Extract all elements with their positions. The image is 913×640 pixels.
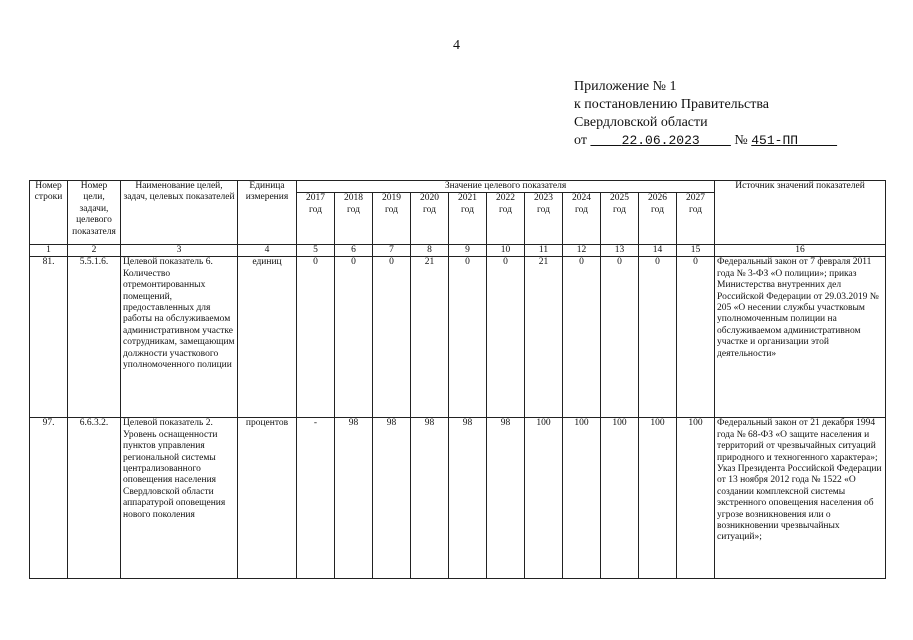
header-year-label: год bbox=[309, 204, 322, 215]
header-year-2020 bbox=[411, 193, 449, 245]
cell-value: 0 bbox=[335, 257, 373, 418]
header-year-2021 bbox=[449, 193, 487, 245]
appendix-title: Приложение № 1 bbox=[574, 79, 677, 94]
cell-value: 0 bbox=[449, 257, 487, 418]
column-number: 1 bbox=[30, 245, 68, 257]
header-year-2017 bbox=[297, 193, 335, 245]
cell-row-number: 81. bbox=[30, 257, 68, 418]
header-source: Источник значений показателей bbox=[715, 181, 886, 245]
column-number: 12 bbox=[563, 245, 601, 257]
cell-value: 100 bbox=[525, 418, 563, 579]
header-unit: Единица измерения bbox=[238, 181, 297, 245]
header-year-2027 bbox=[677, 193, 715, 245]
cell-value: 98 bbox=[373, 418, 411, 579]
cell-value: 0 bbox=[563, 257, 601, 418]
cell-value: 0 bbox=[297, 257, 335, 418]
cell-value: 98 bbox=[411, 418, 449, 579]
cell-value: 98 bbox=[449, 418, 487, 579]
header-year-value: 2025 bbox=[610, 193, 629, 204]
cell-unit: единиц bbox=[238, 257, 297, 418]
cell-value: 98 bbox=[487, 418, 525, 579]
column-number: 5 bbox=[297, 245, 335, 257]
header-year-label: год bbox=[689, 204, 703, 215]
cell-name: Целевой показатель 2. Уровень оснащенности пунктов управления региональной системы централизованного оповещения населения Свердловской области аппаратурой оповещения нового поколения bbox=[121, 418, 238, 579]
header-year-value: 2018 bbox=[344, 193, 363, 204]
header-year-2022 bbox=[487, 193, 525, 245]
cell-unit: процентов bbox=[238, 418, 297, 579]
cell-value: 0 bbox=[601, 257, 639, 418]
cell-value: 0 bbox=[639, 257, 677, 418]
header-year-value: 2022 bbox=[496, 193, 515, 204]
cell-value: 100 bbox=[677, 418, 715, 579]
header-year-label: год bbox=[347, 204, 360, 215]
header-row-number: Номер строки bbox=[30, 181, 68, 245]
header-year-2026 bbox=[639, 193, 677, 245]
column-number: 6 bbox=[335, 245, 373, 257]
cell-name: Целевой показатель 6. Количество отремонтированных помещений, предоставленных для работы на обслуживаемом административном участке сотрудникам, замещающим должности участкового уполномоченного полиции bbox=[121, 257, 238, 418]
cell-value: 98 bbox=[335, 418, 373, 579]
indicators-table bbox=[29, 180, 886, 579]
column-number: 4 bbox=[238, 245, 297, 257]
header-year-value: 2021 bbox=[458, 193, 477, 204]
decree-date bbox=[590, 133, 730, 148]
header-year-2024 bbox=[563, 193, 601, 245]
cell-value: 0 bbox=[373, 257, 411, 418]
table-row bbox=[30, 418, 886, 579]
column-number: 15 bbox=[677, 245, 715, 257]
column-number: 9 bbox=[449, 245, 487, 257]
cell-value: 21 bbox=[411, 257, 449, 418]
table-body bbox=[30, 257, 886, 579]
number-prefix: № bbox=[734, 133, 748, 148]
column-number: 16 bbox=[715, 245, 886, 257]
header-year-value: 2020 bbox=[420, 193, 439, 204]
decree-date-value: 22.06.2023 bbox=[621, 133, 700, 148]
header-year-value: 2019 bbox=[382, 193, 401, 204]
column-number: 2 bbox=[68, 245, 121, 257]
header-year-label: год bbox=[461, 204, 474, 215]
cell-goal-number: 6.6.3.2. bbox=[68, 418, 121, 579]
column-number: 8 bbox=[411, 245, 449, 257]
header-year-label: год bbox=[499, 204, 512, 215]
cell-value: 21 bbox=[525, 257, 563, 418]
column-number: 11 bbox=[525, 245, 563, 257]
column-number: 10 bbox=[487, 245, 525, 257]
cell-source: Федеральный закон от 7 февраля 2011 года № 3-ФЗ «О полиции»; приказ Министерства внутренних дел Российской Федерации от 29.03.2019 № 205 «О несении службы участковым уполномоченным полиции на обслуживаемом административном участке и организации этой деятельности» bbox=[715, 257, 886, 418]
header-year-2025 bbox=[601, 193, 639, 245]
column-number: 7 bbox=[373, 245, 411, 257]
header-year-label: год bbox=[423, 204, 436, 215]
column-number: 13 bbox=[601, 245, 639, 257]
cell-value: 0 bbox=[677, 257, 715, 418]
header-name: Наименование целей, задач, целевых показателей bbox=[121, 181, 238, 245]
column-number: 14 bbox=[639, 245, 677, 257]
date-prefix: от bbox=[574, 133, 587, 148]
header-year-label: год bbox=[651, 204, 664, 215]
header-year-label: год bbox=[613, 204, 626, 215]
header-year-label: год bbox=[385, 204, 398, 215]
header-row-1 bbox=[30, 181, 886, 193]
appendix-date-line bbox=[574, 132, 837, 150]
header-year-value: 2023 bbox=[534, 193, 553, 204]
page-number: 4 bbox=[453, 38, 460, 53]
header-year-value: 2027 bbox=[686, 193, 706, 204]
appendix-subtitle-1: к постановлению Правительства bbox=[574, 97, 770, 112]
cell-source: Федеральный закон от 21 декабря 1994 года № 68-ФЗ «О защите населения и территорий от чрезвычайных ситуаций природного и техногенного характера»; Указ Президента Российской Федерации от 13 ноября 2012 года № 1522 «О создании комплексной системы экстренного оповещения населения об угрозе возникновения или о возникновении чрезвычайных ситуаций»; bbox=[715, 418, 886, 579]
column-number: 3 bbox=[121, 245, 238, 257]
appendix-header bbox=[574, 78, 837, 150]
decree-number-value: 451-ПП bbox=[751, 133, 799, 148]
decree-number bbox=[751, 133, 837, 148]
cell-value: 0 bbox=[487, 257, 525, 418]
header-year-value: 2017 bbox=[306, 193, 325, 204]
cell-value: - bbox=[297, 418, 335, 579]
cell-goal-number: 5.5.1.6. bbox=[68, 257, 121, 418]
cell-row-number: 97. bbox=[30, 418, 68, 579]
header-year-label: год bbox=[537, 204, 550, 215]
header-year-2018 bbox=[335, 193, 373, 245]
header-year-value: 2026 bbox=[648, 193, 667, 204]
header-year-label: год bbox=[575, 204, 588, 215]
header-value-group: Значение целевого показателя bbox=[297, 181, 715, 193]
header-year-2023 bbox=[525, 193, 563, 245]
table-row bbox=[30, 257, 886, 418]
column-numbers-row bbox=[30, 245, 886, 257]
header-goal-number: Номер цели, задачи, целевого показателя bbox=[68, 181, 121, 245]
appendix-subtitle-2: Свердловской области bbox=[574, 115, 708, 130]
cell-value: 100 bbox=[639, 418, 677, 579]
cell-value: 100 bbox=[563, 418, 601, 579]
header-year-2019 bbox=[373, 193, 411, 245]
cell-value: 100 bbox=[601, 418, 639, 579]
header-year-value: 2024 bbox=[572, 193, 591, 204]
